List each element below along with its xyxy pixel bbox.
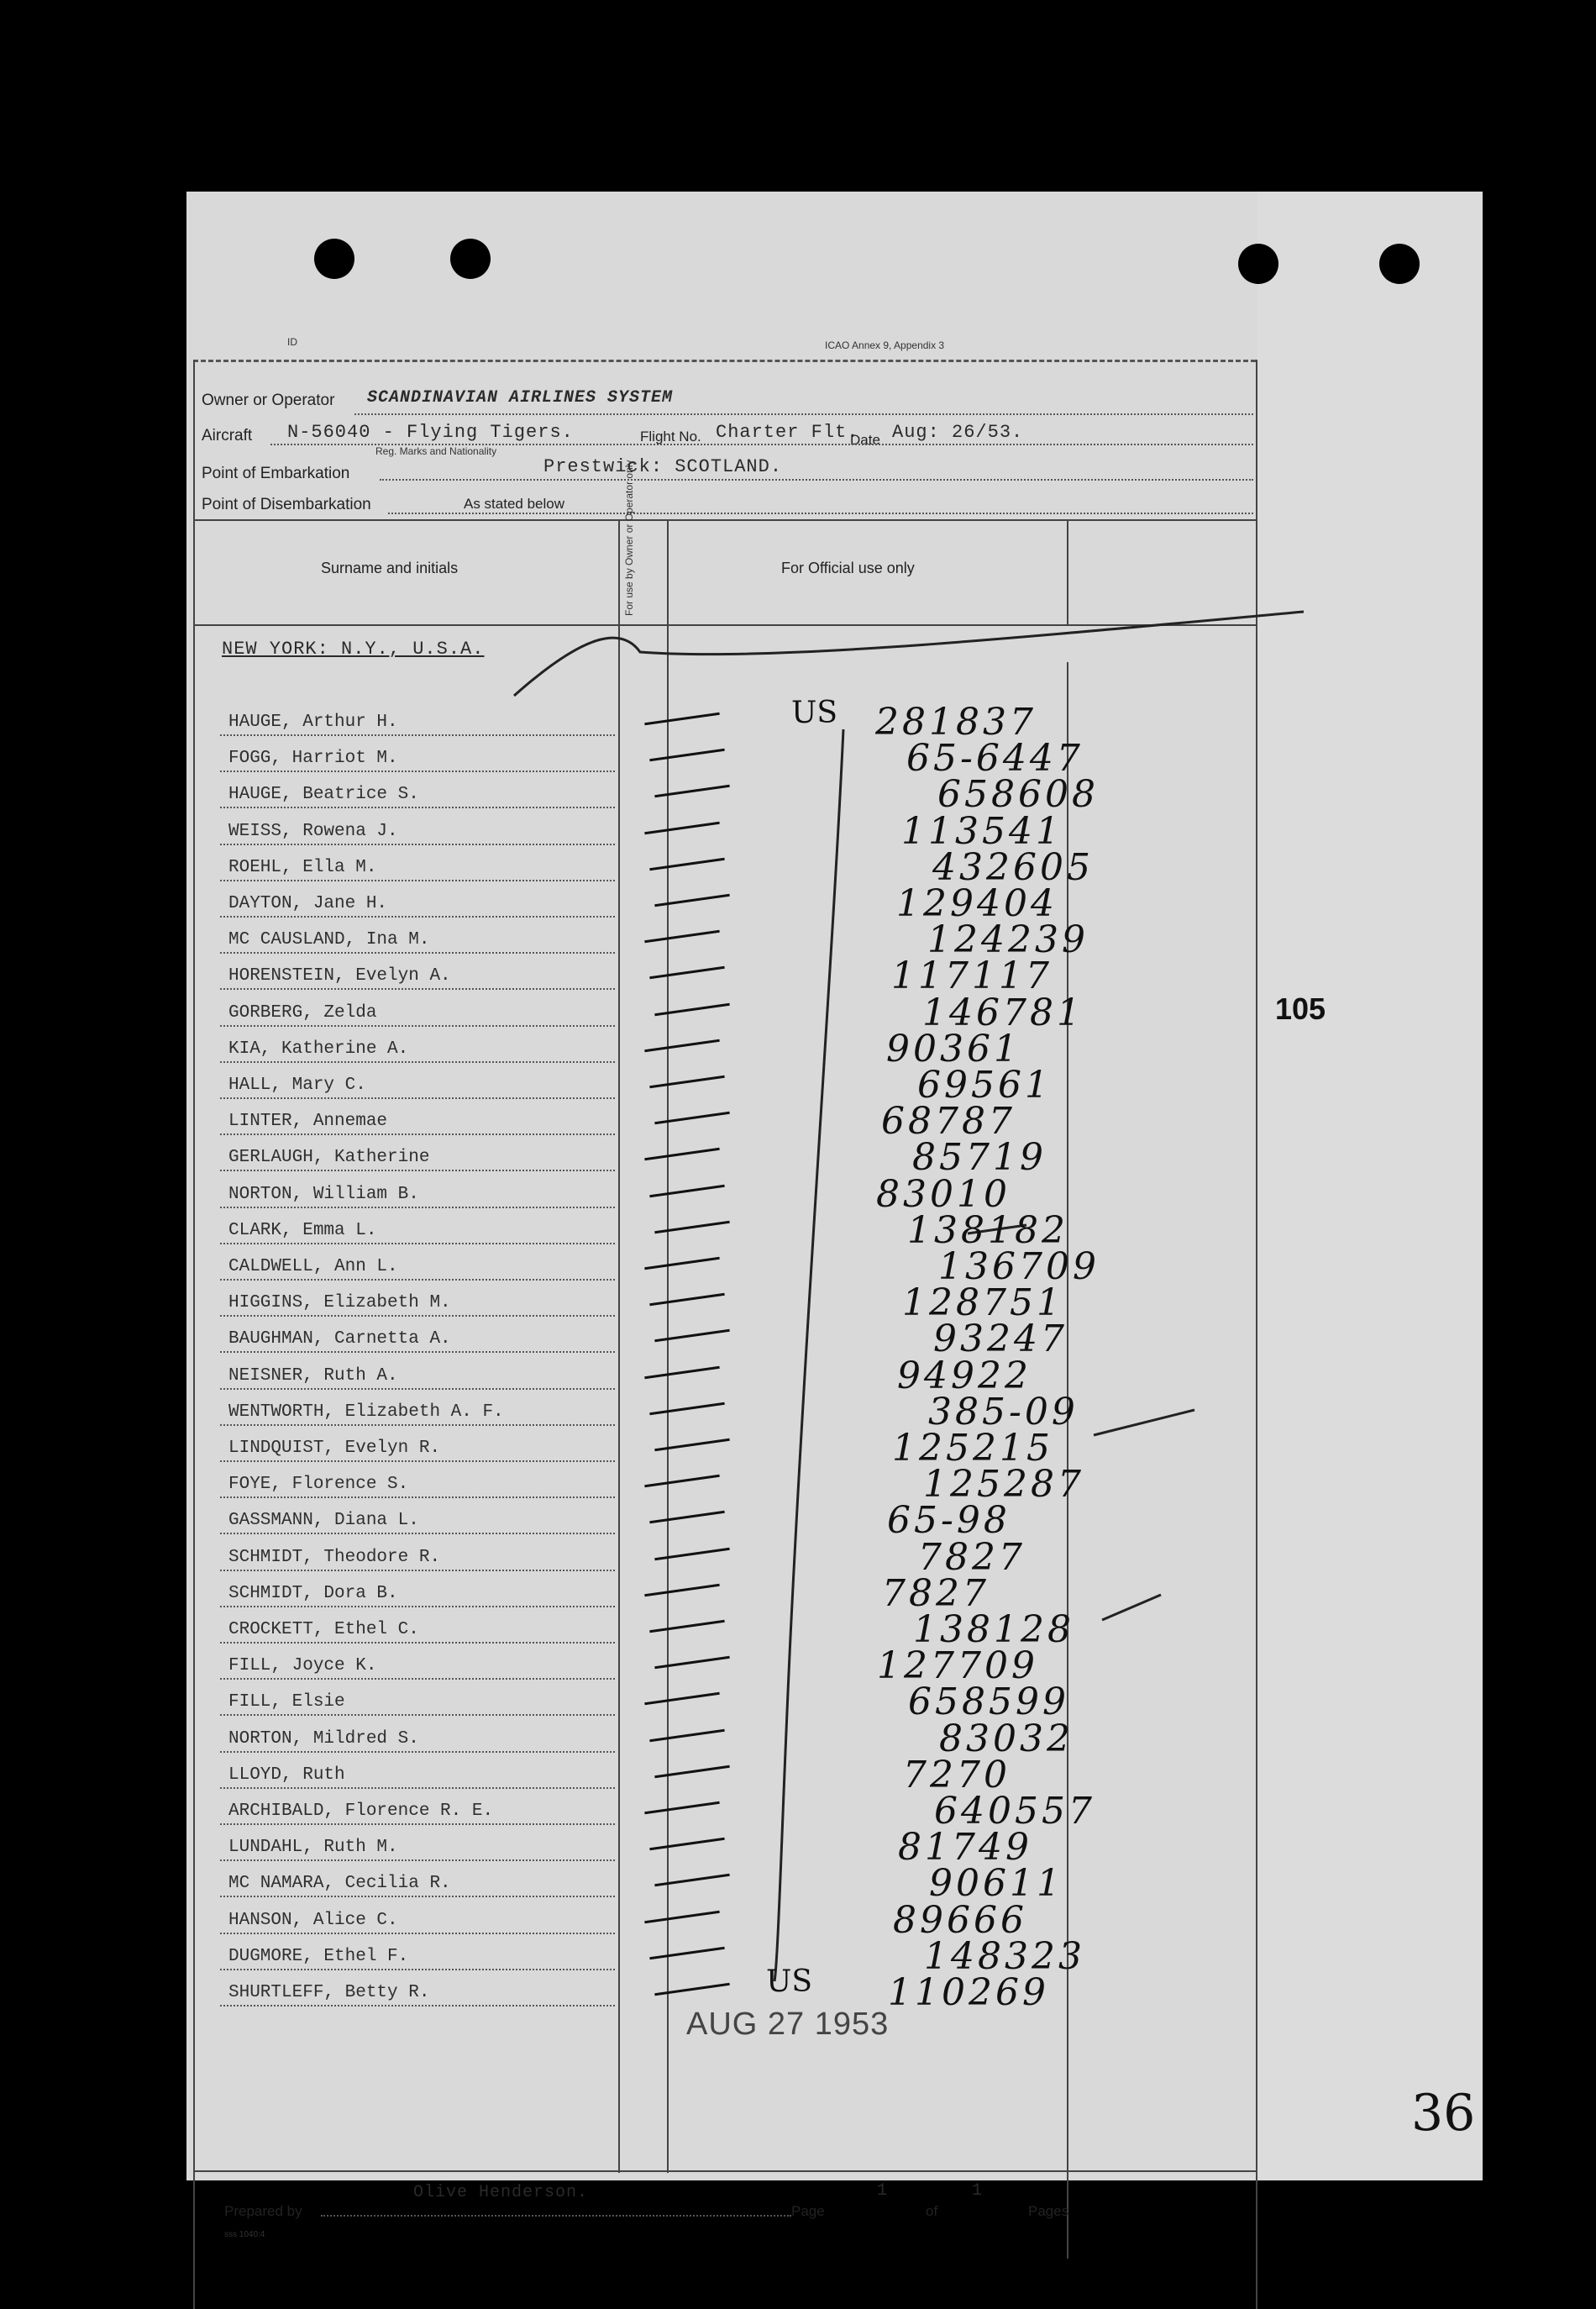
official-code: 7827 (882, 1572, 990, 1615)
owner-label: Owner or Operator (202, 392, 335, 409)
official-code: 136709 (938, 1245, 1100, 1288)
row-line (220, 1388, 615, 1390)
row-line (220, 1279, 615, 1281)
passenger-name: CLARK, Emma L. (228, 1221, 377, 1240)
official-code: 127709 (877, 1644, 1038, 1687)
passenger-name: HANSON, Alice C. (228, 1911, 398, 1930)
passenger-name: ARCHIBALD, Florence R. E. (228, 1801, 494, 1821)
row-line (220, 1969, 615, 1970)
row-line (220, 1533, 615, 1534)
pages-label: Pages (1028, 2203, 1069, 2219)
passenger-name: LINDQUIST, Evelyn R. (228, 1439, 441, 1458)
page-value: 1 (877, 2181, 889, 2201)
row-line (220, 1133, 615, 1135)
passenger-name: FOGG, Harriot M. (228, 749, 398, 768)
margin-number: 105 (1275, 991, 1326, 1026)
owner-value: SCANDINAVIAN AIRLINES SYSTEM (367, 388, 674, 408)
official-code: 7270 (903, 1754, 1011, 1796)
row-line (220, 1823, 615, 1825)
col-name-header: Surname and initials (321, 560, 459, 576)
row-line (220, 916, 615, 918)
official-code: 83010 (876, 1173, 1011, 1216)
official-code: 148323 (924, 1935, 1085, 1978)
embark-label: Point of Embarkation (202, 465, 350, 482)
official-code: 129404 (896, 882, 1058, 925)
official-code: 432605 (932, 846, 1094, 889)
passenger-name: NORTON, William B. (228, 1185, 419, 1204)
row-line (220, 1061, 615, 1063)
passenger-name: BAUGHMAN, Carnetta A. (228, 1329, 451, 1349)
icao-reference: ICAO Annex 9, Appendix 3 (825, 339, 945, 351)
flight-value: Charter Flt. (716, 422, 859, 443)
official-code: 65-98 (887, 1499, 1011, 1542)
row-line (220, 1787, 615, 1789)
official-code: 93247 (933, 1318, 1068, 1360)
official-code: 117117 (891, 955, 1053, 997)
passenger-name: FILL, Joyce K. (228, 1656, 377, 1675)
official-code: 125287 (923, 1463, 1084, 1506)
row-line (220, 1243, 615, 1244)
row-line (220, 771, 615, 772)
row-line (220, 1207, 615, 1208)
official-code: 83032 (939, 1717, 1074, 1760)
row-line (220, 1933, 615, 1934)
row-line (220, 1496, 615, 1498)
official-code: 138182 (907, 1209, 1068, 1252)
passenger-name: DUGMORE, Ethel F. (228, 1947, 409, 1966)
passenger-name: GASSMANN, Diana L. (228, 1511, 419, 1530)
col-official-header: For Official use only (781, 560, 915, 576)
official-code: 146781 (922, 991, 1084, 1034)
row-line (220, 1460, 615, 1462)
passenger-name: SCHMIDT, Dora B. (228, 1584, 398, 1603)
passenger-name: FOYE, Florence S. (228, 1475, 409, 1494)
embark-value: Prestwick: SCOTLAND. (543, 456, 783, 477)
passenger-name: LUNDAHL, Ruth M. (228, 1838, 398, 1857)
row-line (220, 2005, 615, 2007)
aircraft-value: N-56040 - Flying Tigers. (287, 422, 574, 443)
col-owner-header: For use by Owner or Operator only (623, 460, 635, 616)
official-code: 89666 (893, 1899, 1027, 1942)
row-line (220, 1570, 615, 1571)
us-mark-bottom: US (766, 1964, 813, 1999)
passenger-name: HAUGE, Beatrice S. (228, 785, 419, 804)
official-code: 94922 (897, 1354, 1032, 1397)
passenger-name: WEISS, Rowena J. (228, 822, 398, 841)
official-code: 124239 (927, 918, 1089, 961)
official-code: 658608 (937, 773, 1099, 816)
row-line (220, 1315, 615, 1317)
row-line (220, 1170, 615, 1171)
official-code: 7827 (918, 1536, 1026, 1579)
official-code: 69561 (917, 1064, 1052, 1107)
date-value: Aug: 26/53. (892, 422, 1024, 443)
disembark-value: As stated below (464, 496, 565, 512)
row-line (220, 1896, 615, 1897)
page-label: Page (791, 2203, 825, 2219)
passenger-name: CROCKETT, Ethel C. (228, 1620, 419, 1639)
official-code: 81749 (898, 1826, 1032, 1869)
destination: NEW YORK: N.Y., U.S.A. (222, 639, 485, 660)
official-code: 640557 (934, 1790, 1095, 1833)
row-line (220, 1025, 615, 1027)
prepared-label: Prepared by (224, 2203, 302, 2219)
official-code: 68787 (881, 1100, 1016, 1143)
row-line (220, 1751, 615, 1753)
of-value: 1 (972, 2181, 984, 2201)
row-line (220, 1424, 615, 1426)
row-line (220, 1859, 615, 1861)
passenger-name: DAYTON, Jane H. (228, 894, 388, 913)
row-line (220, 734, 615, 736)
footer-top-rule (193, 2170, 1256, 2172)
top-left-mark: ID (287, 336, 297, 348)
passenger-name: ROEHL, Ella M. (228, 858, 377, 877)
passenger-name: MC CAUSLAND, Ina M. (228, 930, 430, 949)
official-code: 110269 (888, 1971, 1049, 2014)
passenger-name: LINTER, Annemae (228, 1112, 388, 1131)
of-label: of (926, 2203, 938, 2219)
passenger-name: CALDWELL, Ann L. (228, 1257, 398, 1276)
official-code: 138128 (913, 1608, 1074, 1651)
row-line (220, 988, 615, 990)
passenger-name: GERLAUGH, Katherine (228, 1148, 430, 1167)
passenger-name: HAUGE, Arthur H. (228, 713, 398, 732)
official-code: 90611 (929, 1862, 1063, 1905)
passenger-name: FILL, Elsie (228, 1692, 345, 1712)
us-mark-top: US (791, 696, 838, 730)
row-line (220, 1097, 615, 1099)
official-code: 113541 (901, 810, 1063, 853)
disembark-label: Point of Disembarkation (202, 496, 371, 513)
passenger-name: WENTWORTH, Elizabeth A. F. (228, 1402, 504, 1422)
corner-number: 36 (1411, 2084, 1476, 2143)
official-code: 128751 (902, 1281, 1063, 1324)
form-number: sss 1040:4 (224, 2230, 265, 2239)
flight-label: Flight No. (640, 429, 701, 444)
date-stamp: AUG 27 1953 (686, 2007, 890, 2042)
official-code: 90361 (886, 1028, 1021, 1070)
passenger-name: SHURTLEFF, Betty R. (228, 1983, 430, 2002)
row-line (220, 807, 615, 808)
passenger-name: KIA, Katherine A. (228, 1039, 409, 1059)
manifest-sheet (186, 192, 1483, 2239)
passenger-name: HORENSTEIN, Evelyn A. (228, 966, 451, 986)
date-label: Date (850, 432, 880, 448)
row-line (220, 844, 615, 845)
official-code: 281837 (875, 701, 1037, 744)
aircraft-label: Aircraft (202, 427, 253, 444)
aircraft-sub: Reg. Marks and Nationality (375, 445, 497, 457)
row-line (220, 952, 615, 954)
official-code: 65-6447 (906, 737, 1084, 780)
official-code: 85719 (912, 1136, 1047, 1179)
row-line (220, 1642, 615, 1644)
official-code: 125215 (892, 1427, 1053, 1470)
row-line (220, 1714, 615, 1716)
passenger-name: HALL, Mary C. (228, 1076, 366, 1095)
prepared-value: Olive Henderson. (413, 2183, 589, 2202)
row-line (220, 880, 615, 881)
prepared-line (321, 2215, 791, 2217)
row-line (220, 1678, 615, 1680)
passenger-name: HIGGINS, Elizabeth M. (228, 1293, 451, 1312)
passenger-name: SCHMIDT, Theodore R. (228, 1548, 441, 1567)
official-code: 658599 (908, 1680, 1069, 1723)
official-code: 385-09 (928, 1391, 1079, 1433)
passenger-name: NORTON, Mildred S. (228, 1729, 419, 1749)
passenger-name: LLOYD, Ruth (228, 1765, 345, 1785)
row-line (220, 1606, 615, 1607)
row-line (220, 1351, 615, 1353)
passenger-name: NEISNER, Ruth A. (228, 1366, 398, 1386)
passenger-name: MC NAMARA, Cecilia R. (228, 1874, 451, 1893)
passenger-name: GORBERG, Zelda (228, 1003, 377, 1023)
